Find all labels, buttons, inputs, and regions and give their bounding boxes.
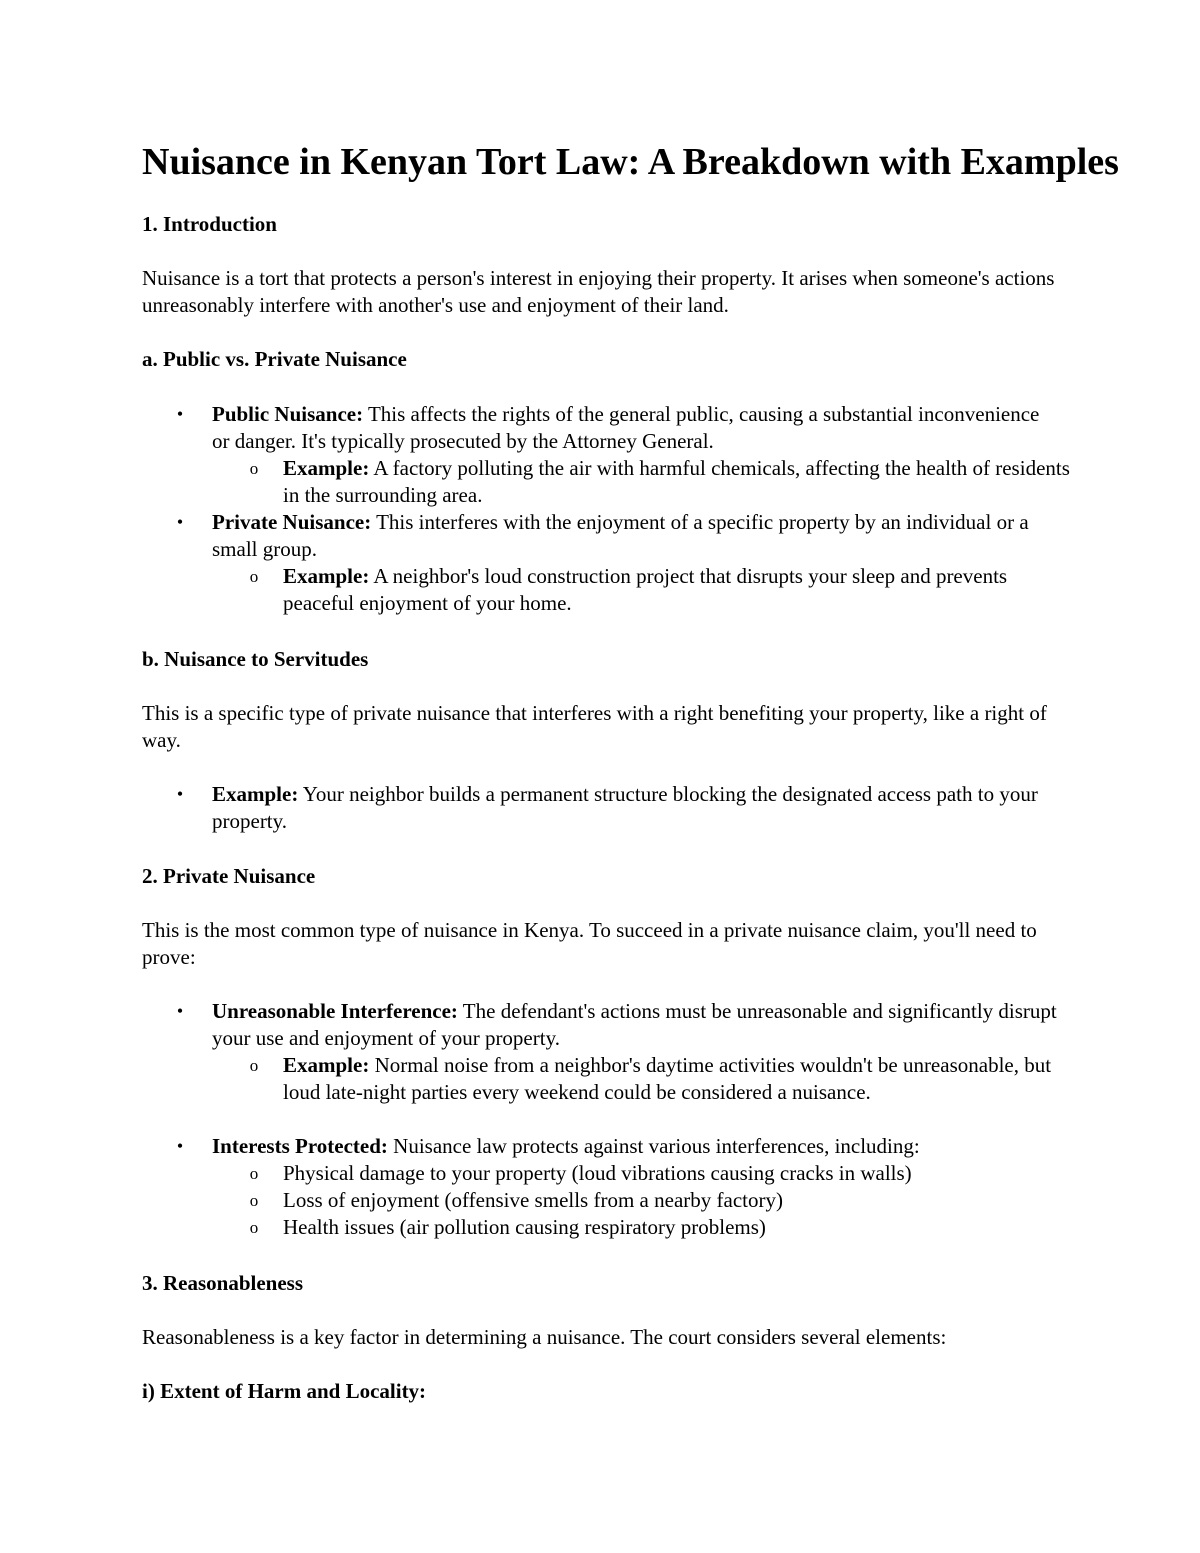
list-item-servitudes-example — [212, 781, 1062, 835]
sub-bullet-icon: o — [249, 1164, 259, 1183]
bullet-icon: • — [176, 1136, 184, 1156]
list-item-unreasonable-interference — [212, 998, 1062, 1052]
section-heading-public-vs-private: a. Public vs. Private Nuisance — [142, 347, 407, 371]
list-item-private-nuisance — [212, 509, 1062, 563]
servitudes-paragraph: This is a specific type of private nuisance that interferes with a right benefiting your property, like a right of way. — [142, 701, 1047, 752]
sub-heading-extent-of-harm: i) Extent of Harm and Locality: — [142, 1379, 427, 1403]
section-heading-servitudes: b. Nuisance to Servitudes — [142, 647, 369, 671]
reasonableness-paragraph: Reasonableness is a key factor in determining a nuisance. The court considers several elements: — [142, 1325, 947, 1349]
term-label: Interests Protected: — [212, 1134, 388, 1158]
term-description: Nuisance law protects against various interferences, including: — [387, 1134, 920, 1158]
list-item-public-nuisance — [212, 401, 1062, 455]
document-title: Nuisance in Kenyan Tort Law: A Breakdown with Examples — [142, 141, 1119, 183]
sub-list-item-public-example — [283, 455, 1073, 509]
sub-bullet-icon: o — [249, 567, 259, 586]
example-label: Example: — [283, 1053, 370, 1077]
example-label: Example: — [212, 782, 299, 806]
example-text: A factory polluting the air with harmful chemicals, affecting the health of residents in the surrounding area. — [283, 456, 1070, 507]
section-heading-introduction: 1. Introduction — [142, 212, 277, 236]
term-label: Unreasonable Interference: — [212, 999, 458, 1023]
sub-list-item-loss-of-enjoyment: Loss of enjoyment (offensive smells from a nearby factory) — [283, 1188, 783, 1212]
sub-bullet-icon: o — [249, 1056, 259, 1075]
private-nuisance-paragraph: This is the most common type of nuisance in Kenya. To succeed in a private nuisance claim, you'll need to prove: — [142, 918, 1037, 969]
example-label: Example: — [283, 456, 370, 480]
term-description: This interferes with the enjoyment of a specific property by an individual or a small group. — [212, 510, 1029, 561]
bullet-icon: • — [176, 404, 184, 424]
list-item-interests-protected — [212, 1133, 1062, 1160]
term-description: This affects the rights of the general public, causing a substantial inconvenience or danger. It's typically prosecuted by the Attorney General. — [212, 402, 1040, 453]
introduction-paragraph: Nuisance is a tort that protects a person's interest in enjoying their property. It arises when someone's actions unreasonably interfere with another's use and enjoyment of their land. — [142, 266, 1055, 317]
sub-bullet-icon: o — [249, 1218, 259, 1237]
sub-bullet-icon: o — [249, 459, 259, 478]
sub-bullet-icon: o — [249, 1191, 259, 1210]
sub-list-item-physical-damage: Physical damage to your property (loud vibrations causing cracks in walls) — [283, 1161, 912, 1185]
sub-list-item-private-example — [283, 563, 1073, 617]
term-description: The defendant's actions must be unreasonable and significantly disrupt your use and enjoyment of your property. — [212, 999, 1057, 1050]
bullet-icon: • — [176, 1001, 184, 1021]
sub-list-item-health-issues: Health issues (air pollution causing respiratory problems) — [283, 1215, 766, 1239]
bullet-icon: • — [176, 784, 184, 804]
example-text: Your neighbor builds a permanent structure blocking the designated access path to your property. — [212, 782, 1038, 833]
example-label: Example: — [283, 564, 370, 588]
bullet-icon: • — [176, 512, 184, 532]
term-label: Public Nuisance: — [212, 402, 364, 426]
example-text: Normal noise from a neighbor's daytime activities wouldn't be unreasonable, but loud late-night parties every weekend could be considered a nuisance. — [283, 1053, 1052, 1104]
section-heading-private-nuisance: 2. Private Nuisance — [142, 864, 316, 888]
sub-list-item-interference-example — [283, 1052, 1073, 1106]
example-text: A neighbor's loud construction project that disrupts your sleep and prevents peaceful enjoyment of your home. — [283, 564, 1008, 615]
term-label: Private Nuisance: — [212, 510, 372, 534]
section-heading-reasonableness: 3. Reasonableness — [142, 1271, 304, 1295]
